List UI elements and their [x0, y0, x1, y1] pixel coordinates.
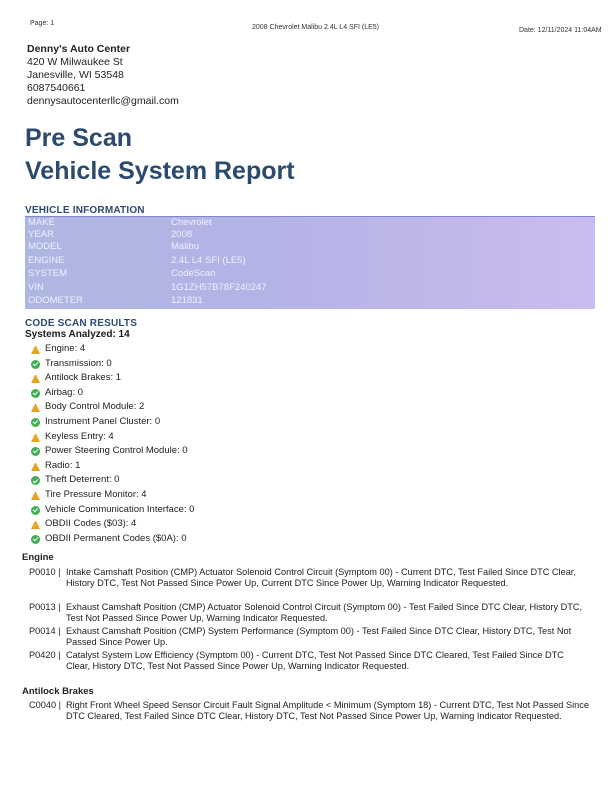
dtc-code: C0040 | [29, 700, 62, 710]
vehicle-row-odometer [25, 295, 595, 307]
warning-icon [31, 374, 40, 383]
systems-analyzed: Systems Analyzed: 14 [25, 329, 130, 340]
dtc-code: P0014 | [29, 626, 61, 636]
page-number: Page: 1 [30, 20, 55, 27]
check-circle-icon [31, 535, 40, 544]
report-page: Page: 1 2008 Chevrolet Malibu 2.4L L4 SFI (LE5) Date: 12/11/2024 11:04AM Denny's Auto Center 420 W Milwaukee St Janesville, WI 53548 6087540661 dennysautocenterllc@gmail.com Pre Scan Vehicle System Report VEHICLE INFORMATION MAKE Chevrolet YEAR 2008 MODEL Malibu ENGINE 2.4L L4 SFI (LE5) SYSTEM CodeScan VIN 1G1ZH57B78F240247 ODOMETER 121831 CODE SCAN RESULTS Systems Analyzed: 14 Engine: 4 Transmission: 0 Antilock Brakes: 1 Airbag: 0 Body Control Module: 2 Instrument Panel Cluster: 0 Keyless Entry: 4 Power Steering Control Module: 0 Radio: 1 Theft Deterrent: 0 Tire Pressure Monitor: 4 Vehicle Communication Interface: 0 OBDII Codes ($03): 4 OBDII Permanent Codes ($0A): 0 Engine P0010 | Intake Camshaft Position (CMP) Actuator Solenoid Control Circuit (Symptom 00) - Current DTC, Test Failed Since DTC Clear, History DTC, Test Not Passed Since Power Up, Current DTC Since Power Up, Warning Indicator Requested. P0013 | Exhaust Camshaft Position (CMP) Actuator Solenoid Control Circuit (Symptom 00) - Test Failed Since DTC Clear, History DTC, Test Not Passed Since Power Up, Warning Indicator Requested. P0014 | Exhaust Camshaft Position (CMP) System Performance (Symptom 00) - Test Failed Since DTC Clear, History DTC, Test Not Passed Since Power Up. P0420 | Catalyst System Low Efficiency (Symptom 00) - Current DTC, Test Not Passed Since DTC Cleared, Test Failed Since DTC Clear, History DTC, Test Not Passed Since Power Up, Warning Indicator Requested. Antilock Brakes C0040 | Right Front Wheel Speed Sensor Circuit Fault Signal Amplitude < Minimum (Symptom 18) - Current DTC, Test Not Passed Since DTC Cleared, Test Failed Since DTC Clear, History DTC, Test Not Passed Since Power Up, Warning Indicator Requested. [22, 20, 602, 721]
vehicle-value: 2008 [171, 228, 193, 240]
vehicle-label: MAKE [28, 217, 55, 228]
dtc-description: Right Front Wheel Speed Sensor Circuit Fault Signal Amplitude < Minimum (Symptom 18) - Current DTC, Test Not Passed Since DTC Cleared, Test Failed Since DTC Clear, History DTC, Test Not Passed Since Power Up, Warning Indicator Requested. [66, 700, 589, 721]
vehicle-label: SYSTEM [28, 268, 68, 279]
check-circle-icon [31, 360, 40, 369]
vehicle-info-table [25, 216, 595, 309]
check-circle-icon [31, 389, 40, 398]
vehicle-info-heading: VEHICLE INFORMATION [25, 205, 145, 216]
vehicle-label: ODOMETER [28, 295, 83, 306]
vehicle-value: Malibu [171, 241, 199, 252]
header-vehicle-title: 2008 Chevrolet Malibu 2.4L L4 SFI (LE5) [252, 24, 379, 31]
report-title [25, 122, 295, 188]
vehicle-label: ENGINE [28, 255, 65, 266]
shop-city: Janesville, WI 53548 [27, 69, 124, 81]
shop-street: 420 W Milwaukee St [27, 56, 123, 68]
vehicle-value: 2.4L L4 SFI (LE5) [171, 255, 246, 266]
dtc-description: Intake Camshaft Position (CMP) Actuator Solenoid Control Circuit (Symptom 00) - Current DTC, Test Failed Since DTC Clear, History DTC, Test Not Passed Since Power Up, Current DTC Since Power Up, Warning Indicator Requested. [66, 567, 576, 588]
dtc-code: P0013 | [29, 602, 61, 612]
vehicle-row-vin [25, 282, 595, 294]
vehicle-value: 1G1ZH57B78F240247 [171, 282, 267, 293]
header-date: Date: 12/11/2024 11:04AM [519, 27, 602, 34]
vehicle-value: Chevrolet [171, 217, 212, 228]
vehicle-row-year [25, 229, 595, 241]
check-circle-icon [31, 476, 40, 485]
engine-group-heading: Engine [22, 552, 54, 563]
vehicle-value: 121831 [171, 295, 203, 306]
dtc-description: Catalyst System Low Efficiency (Symptom 00) - Current DTC, Test Not Passed Since DTC Cleared, Test Failed Since DTC Clear, History DTC, Test Not Passed Since Power Up, Warning Indicator Requested. [66, 650, 564, 671]
dtc-description: Exhaust Camshaft Position (CMP) Actuator Solenoid Control Circuit (Symptom 00) - Test Failed Since DTC Clear, History DTC, Test Not Passed Since Power Up, Warning Indicator Requested. [66, 602, 583, 623]
warning-icon [31, 345, 40, 354]
check-circle-icon [31, 506, 40, 515]
vehicle-row-system [25, 268, 595, 280]
dtc-code: P0420 | [29, 650, 61, 660]
warning-icon [31, 433, 40, 442]
code-scan-heading: CODE SCAN RESULTS [25, 318, 138, 329]
shop-email: dennysautocenterllc@gmail.com [27, 95, 179, 107]
warning-icon [31, 520, 40, 529]
antilock-brakes-group-heading: Antilock Brakes [22, 686, 94, 697]
shop-address-block [27, 43, 179, 108]
warning-icon [31, 462, 40, 471]
vehicle-row-model [25, 241, 595, 253]
vehicle-label: MODEL [28, 241, 62, 252]
dtc-code: P0010 | [29, 567, 61, 577]
vehicle-value: CodeScan [171, 268, 216, 279]
vehicle-row-engine [25, 255, 595, 267]
warning-icon [31, 491, 40, 500]
dtc-description: Exhaust Camshaft Position (CMP) System Performance (Symptom 00) - Test Failed Since DTC Clear, History DTC, Test Not Passed Since Power Up. [66, 626, 572, 647]
vehicle-row-make [25, 217, 595, 229]
report-title-line1: Pre Scan [25, 124, 133, 152]
warning-icon [31, 403, 40, 412]
shop-phone: 6087540661 [27, 82, 86, 94]
shop-name: Denny's Auto Center [27, 43, 131, 55]
check-circle-icon [31, 418, 40, 427]
check-circle-icon [31, 447, 40, 456]
vehicle-label: VIN [28, 282, 44, 293]
vehicle-label: YEAR [28, 228, 54, 240]
report-title-line2: Vehicle System Report [25, 157, 295, 185]
